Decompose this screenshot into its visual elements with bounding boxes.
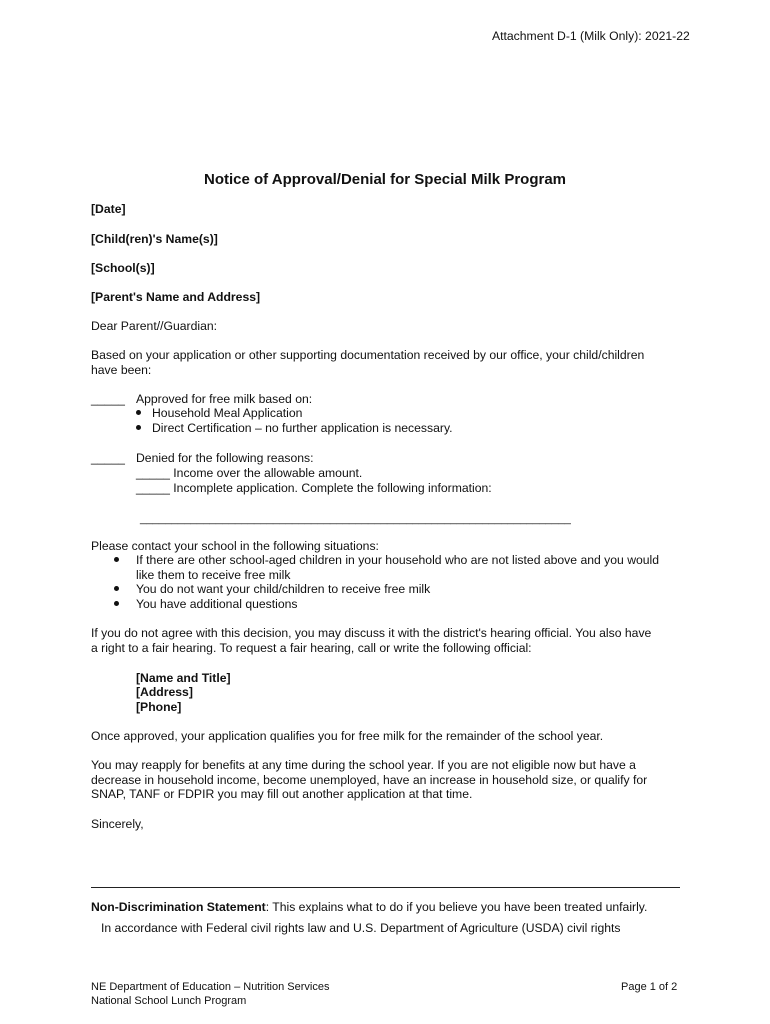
contact-item-other-children: If there are other school-aged children in your household who are not listed above and you would [136, 553, 660, 567]
approved-item-direct-cert: Direct Certification – no further application is necessary. [152, 421, 453, 435]
footer-org-1: NE Department of Education – Nutrition Services [91, 981, 330, 993]
denied-reason-incomplete: _____ Incomplete application. Complete the following information: [136, 481, 492, 495]
disagree-line-1: If you do not agree with this decision, you may discuss it with the district's hearing official. You also have [91, 626, 652, 640]
intro-line-2: have been: [91, 363, 152, 377]
salutation: Dear Parent//Guardian: [91, 319, 218, 333]
nondiscrimination-text: : This explains what to do if you believe you have been treated unfairly. [265, 900, 648, 914]
info-blank-line: ____________________________________________________________________ [140, 513, 571, 525]
closing: Sincerely, [91, 817, 144, 831]
bullet-icon [114, 601, 119, 606]
contact-item-questions: You have additional questions [136, 597, 298, 611]
official-address: [Address] [136, 685, 193, 699]
footer-org-2: National School Lunch Program [91, 995, 247, 1007]
bullet-icon [114, 557, 119, 562]
section-divider [91, 887, 680, 888]
parent-name-address-field: [Parent's Name and Address] [91, 290, 261, 304]
approved-blank: _____ [91, 392, 125, 406]
page-title: Notice of Approval/Denial for Special Milk Program [203, 171, 567, 188]
contact-item-no-milk: You do not want your child/children to receive free milk [136, 582, 431, 596]
nondiscrimination-statement [91, 900, 647, 915]
page-number: Page 1 of 2 [621, 981, 678, 993]
approved-label: Approved for free milk based on: [136, 392, 313, 406]
contact-item-other-children-cont: like them to receive free milk [136, 568, 291, 582]
official-name: [Name and Title] [136, 671, 231, 685]
reapply-line-2: decrease in household income, become unemployed, have an increase in household size, or qualify for [91, 773, 648, 787]
reapply-line-1: You may reapply for benefits at any time during the school year. If you are not eligible now but have a [91, 758, 636, 772]
intro-line-1: Based on your application or other supporting documentation received by our office, your child/children [91, 348, 645, 362]
children-names-field: [Child(ren)'s Name(s)] [91, 232, 218, 246]
disagree-line-2: a right to a fair hearing. To request a fair hearing, call or write the following official: [91, 641, 532, 655]
denied-reason-income: _____ Income over the allowable amount. [136, 466, 363, 480]
bullet-icon [136, 410, 141, 415]
bullet-icon [114, 586, 119, 591]
reapply-line-3: SNAP, TANF or FDPIR you may fill out another application at that time. [91, 787, 473, 801]
official-phone: [Phone] [136, 700, 182, 714]
bullet-icon [136, 425, 141, 430]
nondiscrimination-heading: Non-Discrimination Statement [91, 900, 266, 914]
contact-intro: Please contact your school in the following situations: [91, 539, 379, 553]
attachment-label: Attachment D-1 (Milk Only): 2021-22 [492, 29, 690, 43]
denied-blank: _____ [91, 451, 125, 465]
approved-note: Once approved, your application qualifies you for free milk for the remainder of the school year. [91, 729, 604, 743]
approved-item-household: Household Meal Application [152, 406, 303, 420]
school-field: [School(s)] [91, 261, 155, 275]
nondiscrimination-body: In accordance with Federal civil rights law and U.S. Department of Agriculture (USDA) civil rights [101, 921, 621, 935]
denied-label: Denied for the following reasons: [136, 451, 314, 465]
date-field: [Date] [91, 202, 126, 216]
